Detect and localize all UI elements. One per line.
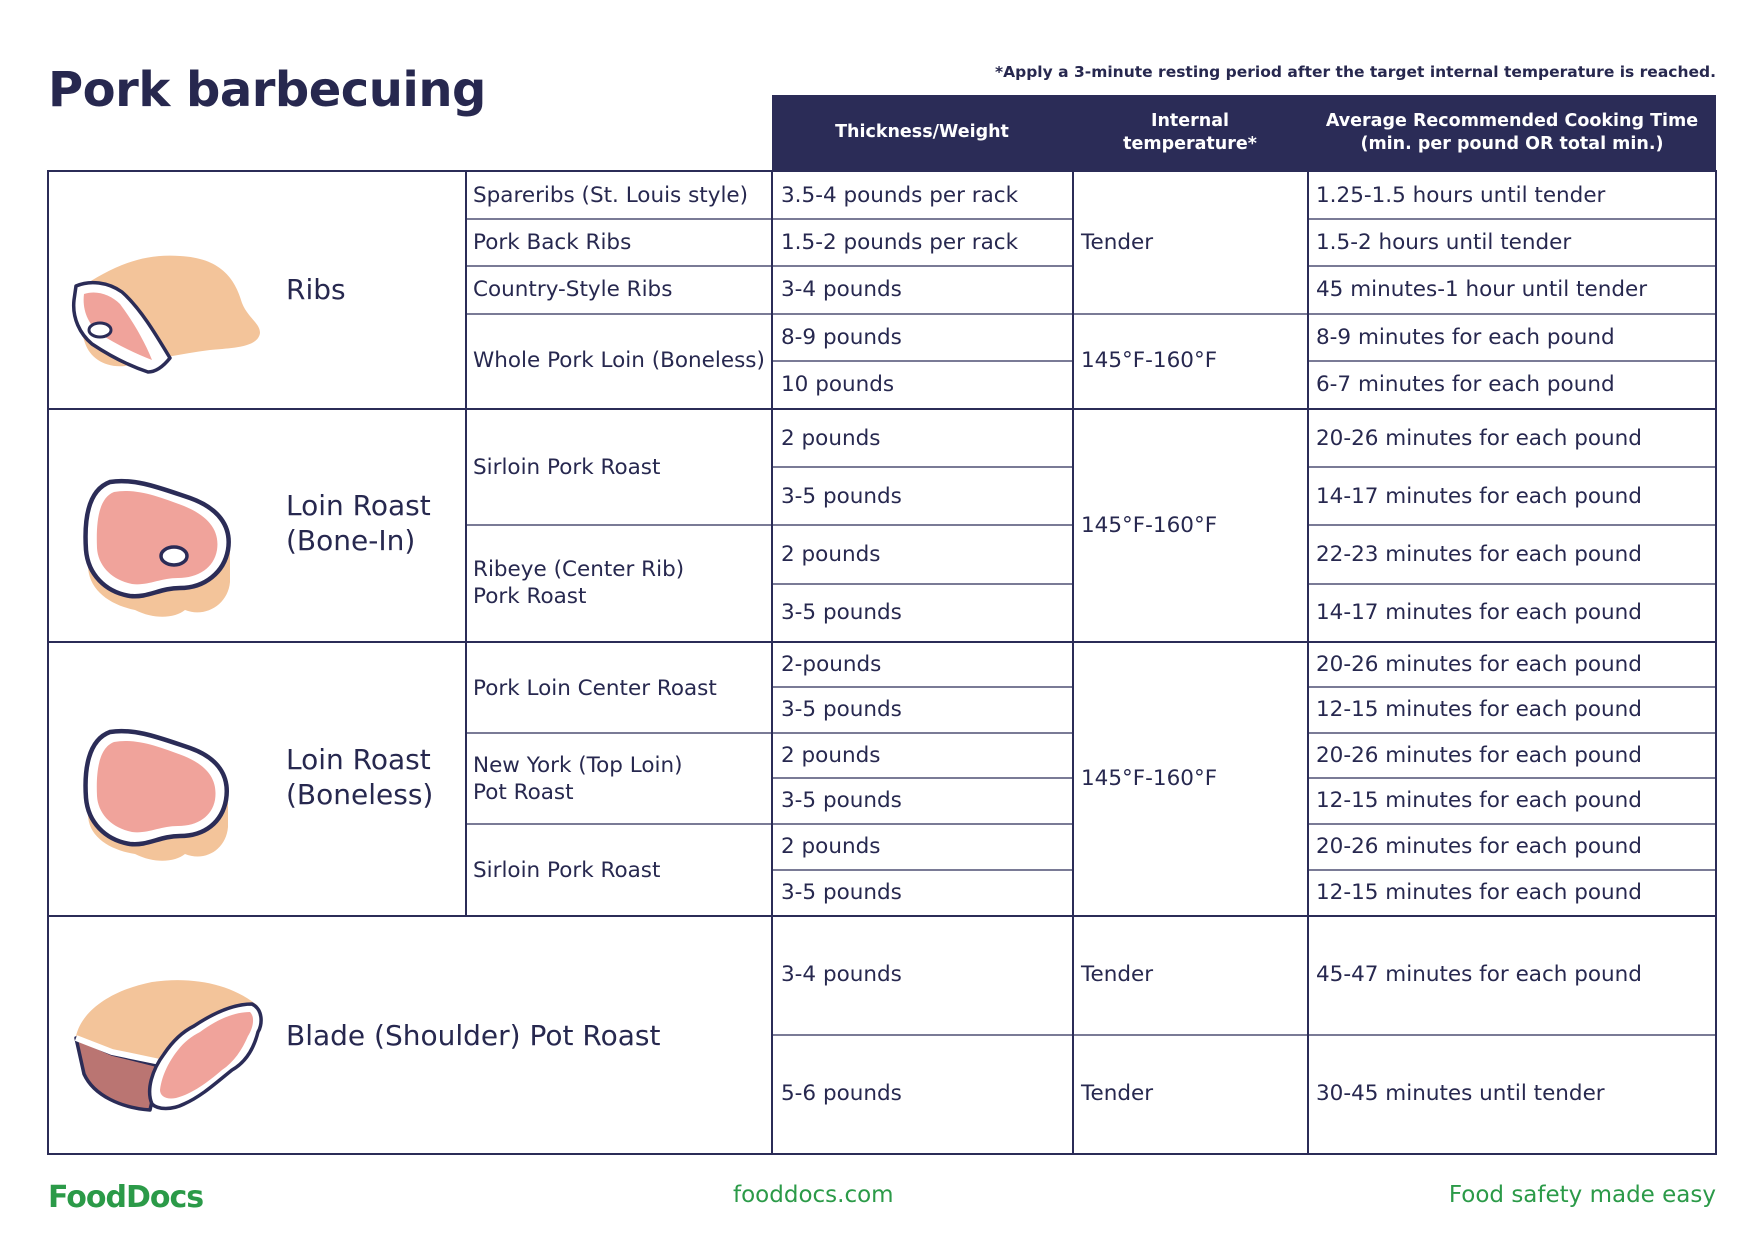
temp-cell: Tender [1081,962,1154,987]
time-cell: 20-26 minutes for each pound [1316,743,1642,768]
ribs-icon [70,248,270,376]
cut-center-roast: Pork Loin Center Roast [473,676,717,701]
weight-cell: 2 pounds [781,834,881,859]
temp-cell: Tender [1081,230,1154,255]
time-cell: 1.25-1.5 hours until tender [1316,183,1606,208]
weight-cell: 3-4 pounds [781,962,902,987]
time-cell: 8-9 minutes for each pound [1316,325,1615,350]
weight-cell: 10 pounds [781,372,895,397]
header-cooking-time: Average Recommended Cooking Time (min. per pound OR total min.) [1325,110,1699,154]
weight-cell: 8-9 pounds [781,325,902,350]
time-cell: 20-26 minutes for each pound [1316,652,1642,677]
time-cell: 14-17 minutes for each pound [1316,600,1642,625]
cut-spareribs: Spareribs (St. Louis style) [473,183,749,208]
cut-country-ribs: Country-Style Ribs [473,277,673,302]
footer-website-link[interactable]: fooddocs.com [733,1182,894,1208]
header-thickness: Thickness/Weight [835,122,1009,142]
time-cell: 1.5-2 hours until tender [1316,230,1572,255]
weight-cell: 3.5-4 pounds per rack [781,183,1019,208]
cut-whole-loin: Whole Pork Loin (Boneless) [473,348,765,373]
cut-new-york: New York (Top Loin) Pot Roast [473,753,683,805]
loin-roast-boneless-icon [80,722,240,870]
header-internal-temperature: Internal temperature* [1123,110,1257,154]
weight-cell: 5-6 pounds [781,1081,902,1106]
weight-cell: 2 pounds [781,542,881,567]
temp-cell: Tender [1081,1081,1154,1106]
time-cell: 6-7 minutes for each pound [1316,372,1615,397]
time-cell: 12-15 minutes for each pound [1316,697,1642,722]
time-cell: 12-15 minutes for each pound [1316,788,1642,813]
time-cell: 20-26 minutes for each pound [1316,834,1642,859]
time-cell: 45-47 minutes for each pound [1316,962,1642,987]
weight-cell: 3-4 pounds [781,277,902,302]
time-cell: 14-17 minutes for each pound [1316,484,1642,509]
weight-cell: 3-5 pounds [781,600,902,625]
category-blade-pot-roast: Blade (Shoulder) Pot Roast [286,1019,661,1052]
cut-sirloin-roast-2: Sirloin Pork Roast [473,858,661,883]
category-loin-roast-boneless: Loin Roast (Boneless) [286,743,434,811]
time-cell: 20-26 minutes for each pound [1316,426,1642,451]
time-cell: 22-23 minutes for each pound [1316,542,1642,567]
footer-tagline: Food safety made easy [1448,1182,1716,1208]
weight-cell: 3-5 pounds [781,788,902,813]
cut-sirloin-roast: Sirloin Pork Roast [473,455,661,480]
temp-cell: 145°F-160°F [1081,766,1218,791]
temp-cell: 145°F-160°F [1081,348,1218,373]
loin-roast-bone-in-icon [80,470,240,630]
cut-back-ribs: Pork Back Ribs [473,230,632,255]
time-cell: 12-15 minutes for each pound [1316,880,1642,905]
weight-cell: 1.5-2 pounds per rack [781,230,1019,255]
category-ribs: Ribs [286,273,346,306]
time-cell: 45 minutes-1 hour until tender [1316,277,1648,302]
weight-cell: 3-5 pounds [781,880,902,905]
weight-cell: 2 pounds [781,743,881,768]
blade-roast-icon [72,970,264,1112]
weight-cell: 2-pounds [781,652,882,677]
page-title: Pork barbecuing [48,62,486,118]
time-cell: 30-45 minutes until tender [1316,1081,1605,1106]
weight-cell: 2 pounds [781,426,881,451]
category-loin-roast-bone-in: Loin Roast (Bone-In) [286,489,431,557]
weight-cell: 3-5 pounds [781,697,902,722]
temp-cell: 145°F-160°F [1081,513,1218,538]
resting-note: *Apply a 3-minute resting period after the target internal temperature is reached. [995,63,1716,81]
fooddocs-logo: FoodDocs [48,1180,204,1215]
cut-ribeye: Ribeye (Center Rib) Pork Roast [473,557,685,609]
weight-cell: 3-5 pounds [781,484,902,509]
